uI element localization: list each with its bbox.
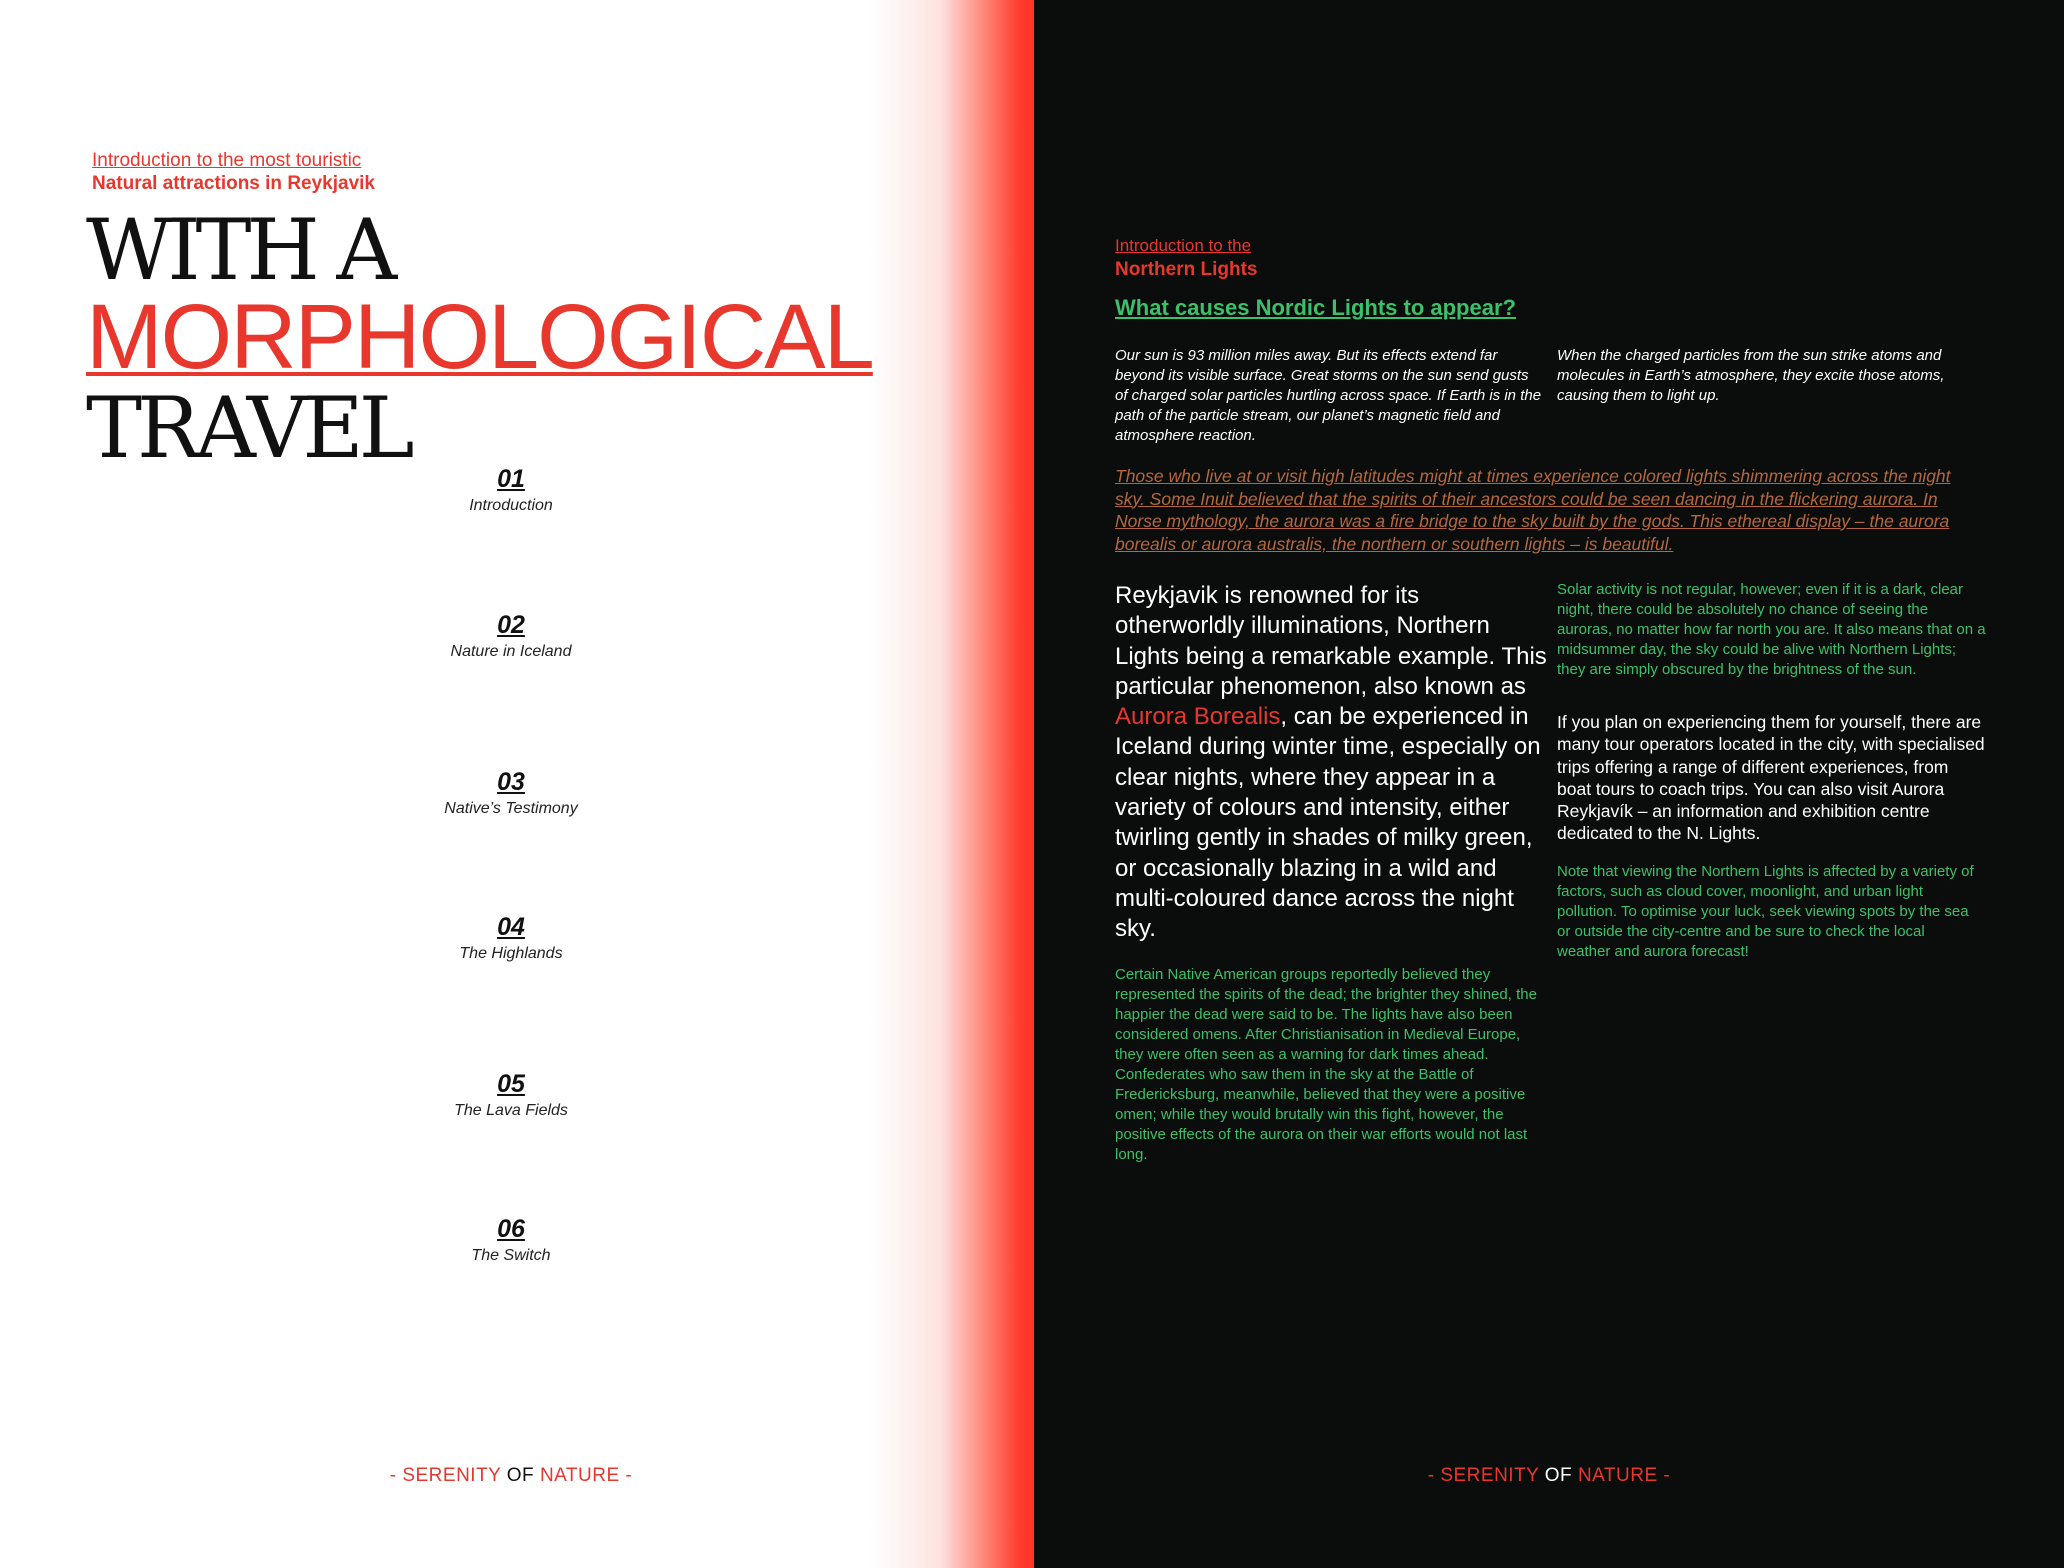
footer-middle: OF — [506, 1465, 535, 1486]
toc-number: 06 — [497, 1215, 525, 1243]
footer-suffix: NATURE - — [534, 1465, 633, 1486]
lead-text-after: , can be experienced in Iceland during winter time, especially on clear nights, where they appear in a variety of colours and intensity, either twirling gently in shades of milky green, or occasionally blazing in a wild and multi-coloured dance across the night sky. — [1115, 703, 1541, 943]
tours-paragraph: If you plan on experiencing them for yourself, there are many tour operators located in the city, with specialised trips offering a range of different experiences, from boat tours to coach trips. You can also visit Aurora Reykjavík – an information and exhibition centre dedicated to the N. Lights. — [1557, 712, 1985, 844]
toc-number: 03 — [497, 768, 525, 796]
lead-highlight: Aurora Borealis — [1115, 703, 1281, 731]
right-page — [1034, 0, 2064, 1568]
lead-text-before: Reykjavik is renowned for its otherworldly illuminations, Northern Lights being a remarkable example. This particular phenomenon, also known as — [1115, 582, 1547, 700]
toc-number: 01 — [497, 465, 525, 493]
viewing-note-paragraph: Note that viewing the Northern Lights is affected by a variety of factors, such as cloud cover, moonlight, and urban light pollution. To optimise your luck, seek viewing spots by the sea or outside the city-centre and be sure to check the local weather and aurora forecast! — [1557, 863, 1974, 960]
toc-item[interactable] — [411, 1214, 611, 1266]
title-line-2: MORPHOLOGICAL — [86, 286, 873, 388]
title-line-1: WITH A — [86, 201, 393, 299]
toc-item[interactable] — [411, 767, 611, 819]
toc-item[interactable] — [411, 464, 611, 516]
toc-label: The Highlands — [459, 945, 563, 962]
lead-paragraph — [1115, 581, 1547, 945]
left-footer — [311, 1465, 711, 1487]
right-footer — [1349, 1465, 1749, 1487]
footer-suffix: NATURE - — [1572, 1465, 1671, 1486]
toc-label: Native’s Testimony — [444, 800, 578, 817]
toc-number: 05 — [497, 1070, 525, 1098]
section-question: What causes Nordic Lights to appear? — [1115, 295, 1516, 320]
toc-number: 02 — [497, 611, 525, 639]
native-beliefs-paragraph: Certain Native American groups reportedly believed they represented the spirits of the dead; the brighter they shined, the happier the dead were said to be. The lights have also been considered omens. After Christianisation in Medieval Europe, they were often seen as a warning for dark times ahead. Confederates who saw them in the sky at the Battle of Fredericksburg, meanwhile, believed that they were a positive omen; while they would brutally win this fight, however, the positive effects of the aurora on their war efforts would not last long. — [1115, 966, 1537, 1163]
right-kicker-line-1: Introduction to the — [1115, 236, 1252, 255]
toc-item[interactable] — [411, 610, 611, 662]
toc-label: Introduction — [469, 497, 553, 514]
intro-right-paragraph: When the charged particles from the sun strike atoms and molecules in Earth’s atmosphere, they excite those atoms, causing them to light up. — [1557, 347, 1945, 404]
footer-middle: OF — [1544, 1465, 1573, 1486]
solar-activity-paragraph: Solar activity is not regular, however; even if it is a dark, clear night, there could be absolutely no chance of seeing the auroras, no matter how far north you are. It also means that on a midsummer day, the sky could be alive with Northern Lights; they are simply obscured by the brightness of the sun. — [1557, 581, 1986, 678]
intro-left-paragraph: Our sun is 93 million miles away. But its effects extend far beyond its visible surface. Great storms on the sun send gusts of charged solar particles hurtling across space. If Earth is in the path of the particle stream, our planet’s magnetic field and atmosphere reaction. — [1115, 347, 1542, 444]
footer-prefix: - SERENITY — [1427, 1465, 1545, 1486]
toc-label: The Lava Fields — [454, 1102, 568, 1119]
right-kicker-line-2: Northern Lights — [1115, 259, 1258, 280]
toc-label: The Switch — [471, 1247, 551, 1264]
toc-label: Nature in Iceland — [450, 643, 572, 660]
toc-item[interactable] — [411, 912, 611, 964]
left-kicker-line-2: Natural attractions in Reykjavik — [92, 173, 375, 194]
left-kicker-line-1: Introduction to the most touristic — [92, 150, 362, 171]
mythology-quote: Those who live at or visit high latitudes might at times experience colored lights shimmering across the night sky. Some Inuit believed that the spirits of their ancestors could be seen dancing in the flickering aurora. In Norse mythology, the aurora was a fire bridge to the sky built by the gods. This ethereal display – the aurora borealis or aurora australis, the northern or southern lights – is beautiful. — [1115, 466, 1951, 554]
title-line-3: TRAVEL — [86, 379, 410, 477]
toc-number: 04 — [497, 913, 525, 941]
footer-prefix: - SERENITY — [389, 1465, 507, 1486]
toc-item[interactable] — [411, 1069, 611, 1121]
